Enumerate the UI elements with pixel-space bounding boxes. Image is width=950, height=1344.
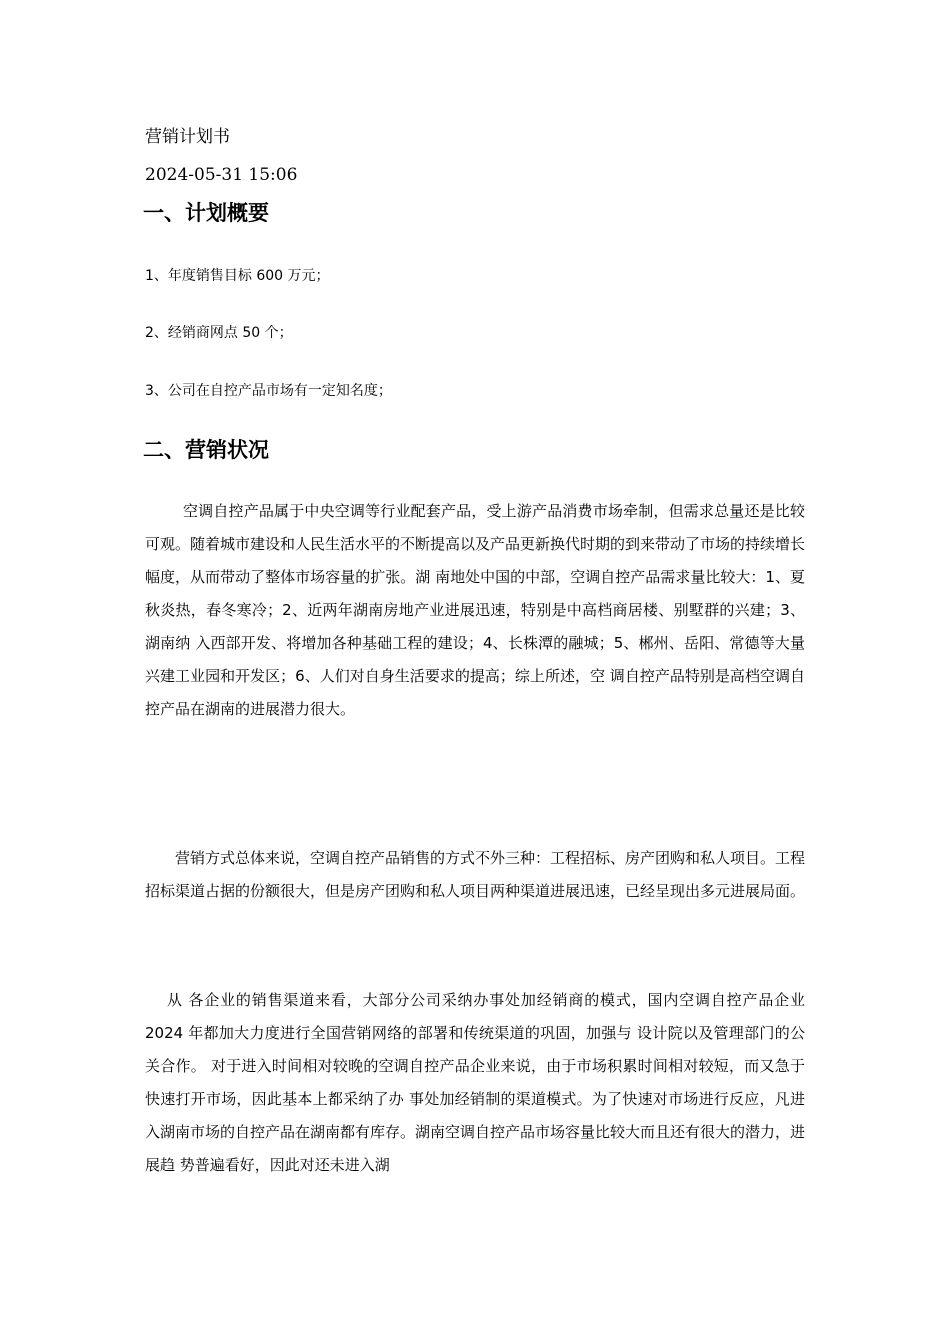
summary-item-1: 1、年度销售目标 600 万元； xyxy=(145,268,330,284)
document-date: 2024-05-31 15:06 xyxy=(145,165,298,185)
paragraph-market-demand: 空调自控产品属于中央空调等行业配套产品，受上游产品消费市场牵制，但需求总量还是比较可观。随着城市建设和人民生活水平的不断提高以及产品更新换代时期的到来带动了市场的持续增长幅度，从而带动了整体市场容量的扩张。湖 南地处中国的中部，空调自控产品需求量比较大：1、夏秋炎热，春冬寒冷；2、近两年湖南房地产业进展迅速，特别是中高档商居楼、别墅群的兴建；3、湖南纳 入西部开发、将增加各种基础工程的建设；4、长株潭的融城；5、郴州、岳阳、常德等大量兴建工业园和开发区；6、人们对自身生活要求的提高；综上所述，空 调自控产品特别是高档空调自控产品在湖南的进展潜力很大。 xyxy=(145,502,806,718)
summary-item-2: 2、经销商网点 50 个； xyxy=(145,325,293,341)
document-title: 营销计划书 xyxy=(145,127,230,147)
paragraph-sales-channels: 从 各企业的销售渠道来看，大部分公司采纳办事处加经销商的模式，国内空调自控产品企业 2024 年都加大力度进行全国营销网络的部署和传统渠道的巩固，加强与 设计院以及管理部门的公关合作。 对于进入时间相对较晚的空调自控产品企业来说，由于市场积累时间相对较短，而又急于快速打开市场，因此基本上都采纳了办 事处加经销制的渠道模式。为了快速对市场进行反应，凡进入湖南市场的自控产品在湖南都有库存。湖南空调自控产品市场容量比较大而且还有很大的潜力，进展趋 势普遍看好，因此对还未进入湖 xyxy=(145,991,806,1174)
section-heading-marketing-status: 二、营销状况 xyxy=(143,438,269,462)
paragraph-sales-methods: 营销方式总体来说，空调自控产品销售的方式不外三种：工程招标、房产团购和私人项目。工程招标渠道占据的份额很大，但是房产团购和私人项目两种渠道进展迅速，已经呈现出多元进展局面。 xyxy=(145,849,806,900)
summary-item-3: 3、公司在自控产品市场有一定知名度； xyxy=(145,383,392,399)
section-heading-plan-summary: 一、计划概要 xyxy=(143,201,269,225)
